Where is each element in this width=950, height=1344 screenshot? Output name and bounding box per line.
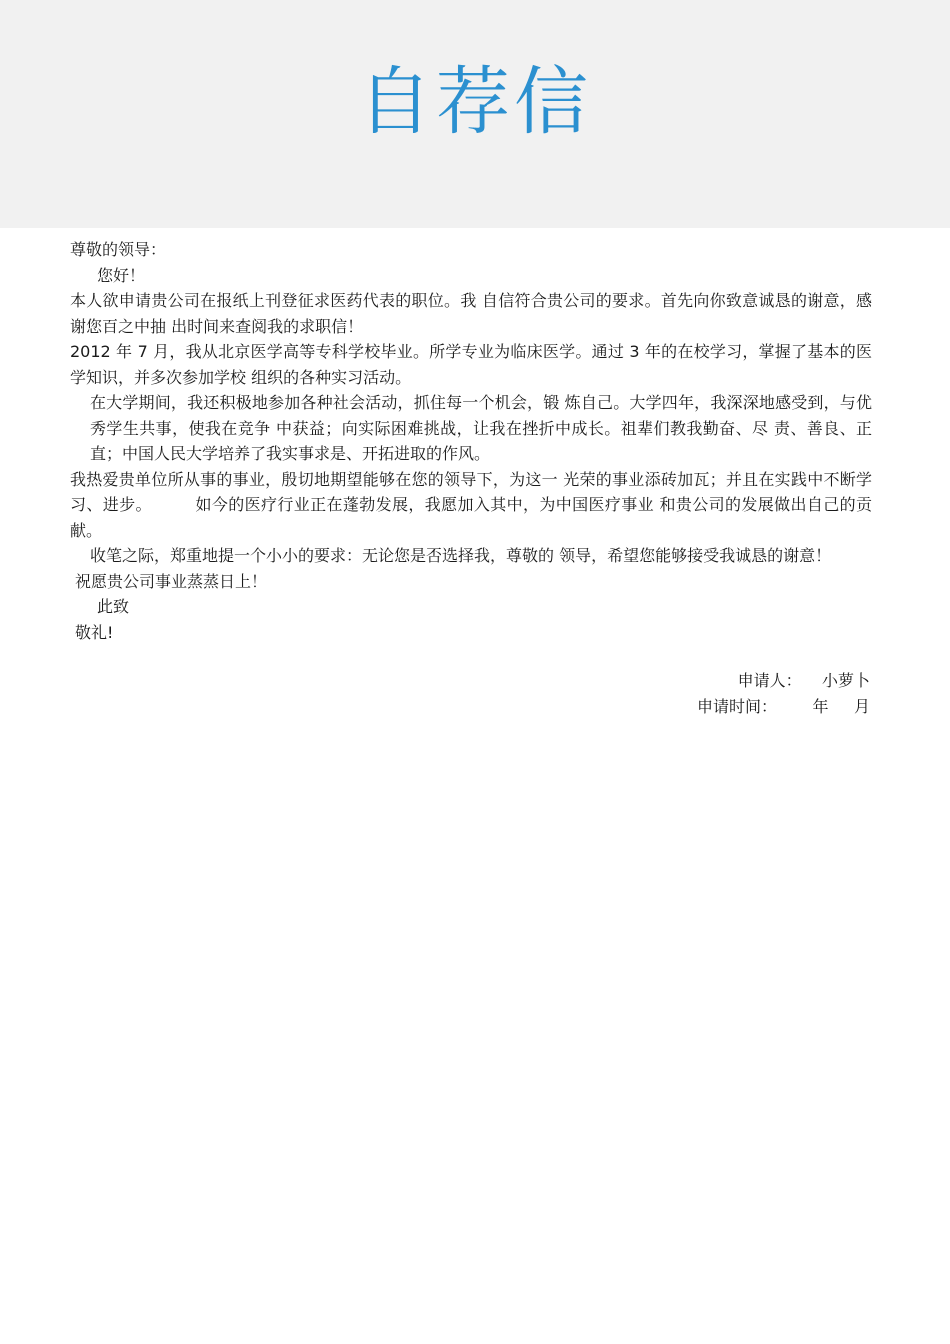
paragraph: 我热爱贵单位所从事的事业，殷切地期望能够在您的领导下，为这一 光荣的事业添砖加瓦；并且在实践中不断学习、进步。 如今的医疗行业正在蓬勃发展，我愿加入其中，为中国医疗事业 和贵公司的发展做出自己的贡献。 bbox=[70, 469, 872, 540]
closing-line: 此致 bbox=[97, 597, 130, 616]
letter-body bbox=[70, 237, 872, 645]
closing-line: 敬礼! bbox=[75, 622, 114, 642]
paragraph: 在大学期间，我还积极地参加各种社会活动，抓住每一个机会，锻 炼自己。大学四年，我深深地感受到，与优秀学生共事，使我在竞争 中获益；向实际困难挑战，让我在挫折中成长。祖辈们教我勤奋、尽 责、善良、正直；中国人民大学培养了我实事求是、开拓进取的作风。 bbox=[90, 393, 872, 463]
paragraph: 2012 年 7 月，我从北京医学高等专科学校毕业。所学专业为临床医学。通过 3 年的在校学习，掌握了基本的医学知识，并多次参加学校 组织的各种实习活动。 bbox=[70, 342, 872, 387]
applicant-line: 申请人： 小萝卜 bbox=[737, 671, 870, 690]
greeting: 您好！ bbox=[97, 265, 146, 285]
header-band bbox=[0, 0, 950, 228]
paragraph: 收笔之际，郑重地提一个小小的要求：无论您是否选择我，尊敬的 领导，希望您能够接受我诚恳的谢意！ bbox=[90, 546, 832, 565]
date-line: 申请时间： 年 月 bbox=[696, 696, 870, 716]
signature-block bbox=[470, 668, 870, 719]
salutation: 尊敬的领导： bbox=[70, 240, 167, 259]
page-title: 自荐信 bbox=[358, 59, 592, 145]
wish-line: 祝愿贵公司事业蒸蒸日上！ bbox=[75, 571, 268, 591]
paragraph: 本人欲申请贵公司在报纸上刊登征求医药代表的职位。我 自信符合贵公司的要求。首先向你致意诚恳的谢意，感谢您百之中抽 出时间来查阅我的求职信！ bbox=[70, 291, 872, 336]
